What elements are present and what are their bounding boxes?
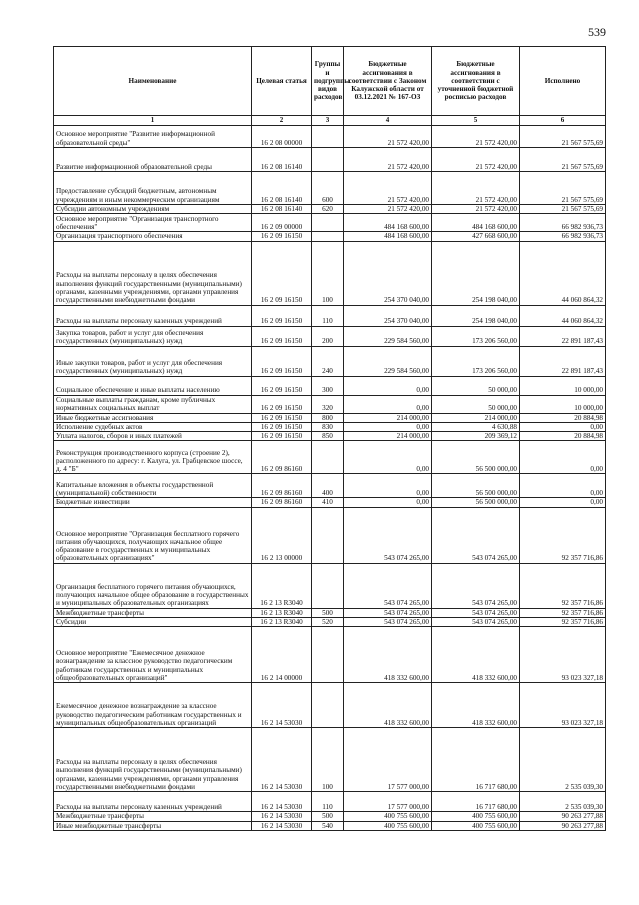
row-name: Организация бесплатного горячего питания обучающихся, получающих начальное общее образование в государственных и муниципальных образовательных организациях bbox=[54, 563, 252, 608]
budget-execution-table bbox=[53, 46, 606, 831]
column-number: 6 bbox=[520, 116, 606, 126]
row-target-article: 16 2 09 16150 bbox=[252, 432, 312, 441]
row-expense-group: 500 bbox=[312, 608, 344, 617]
row-target-article: 16 2 08 16140 bbox=[252, 148, 312, 172]
row-law-allocation: 17 577 000,00 bbox=[344, 792, 432, 812]
row-expense-group bbox=[312, 148, 344, 172]
row-refined-allocation: 543 074 265,00 bbox=[432, 608, 520, 617]
row-name: Субсидии bbox=[54, 617, 252, 626]
row-refined-allocation: 50 000,00 bbox=[432, 395, 520, 413]
row-name: Социальные выплаты гражданам, кроме публичных нормативных социальных выплат bbox=[54, 395, 252, 413]
table-row bbox=[54, 148, 606, 172]
row-name: Ежемесячное денежное вознаграждение за классное руководство педагогическим работникам государственных и муниципальных общеобразовательных организаций bbox=[54, 683, 252, 728]
row-expense-group: 300 bbox=[312, 376, 344, 395]
row-refined-allocation: 214 000,00 bbox=[432, 413, 520, 422]
row-refined-allocation: 254 198 040,00 bbox=[432, 241, 520, 305]
table-row bbox=[54, 205, 606, 214]
row-refined-allocation: 254 198 040,00 bbox=[432, 305, 520, 326]
row-name: Основное мероприятие "Ежемесячное денежное вознаграждение за классное руководство педагогическим работникам государственных и муниципальных общеобразовательных организаций" bbox=[54, 627, 252, 683]
table-row bbox=[54, 498, 606, 507]
row-executed: 44 060 864,32 bbox=[520, 241, 606, 305]
row-law-allocation: 0,00 bbox=[344, 498, 432, 507]
row-executed: 44 060 864,32 bbox=[520, 305, 606, 326]
row-executed: 20 884,98 bbox=[520, 413, 606, 422]
row-refined-allocation: 418 332 600,00 bbox=[432, 683, 520, 728]
row-law-allocation: 418 332 600,00 bbox=[344, 683, 432, 728]
row-law-allocation: 21 572 420,00 bbox=[344, 172, 432, 205]
row-name: Расходы на выплаты персоналу казенных учреждений bbox=[54, 305, 252, 326]
table-row bbox=[54, 326, 606, 346]
table-row bbox=[54, 346, 606, 376]
table-row bbox=[54, 821, 606, 830]
row-name: Развитие информационной образовательной среды bbox=[54, 148, 252, 172]
row-target-article: 16 2 09 16150 bbox=[252, 326, 312, 346]
row-expense-group: 410 bbox=[312, 498, 344, 507]
row-name: Иные бюджетные ассигнования bbox=[54, 413, 252, 422]
row-target-article: 16 2 09 86160 bbox=[252, 498, 312, 507]
row-name: Социальное обеспечение и иные выплаты населению bbox=[54, 376, 252, 395]
header-target-article: Целевая статья bbox=[252, 47, 312, 116]
row-expense-group bbox=[312, 126, 344, 148]
table-row bbox=[54, 683, 606, 728]
header-refined-allocations: Бюджетные ассигнования в соответствии с уточненной бюджетной росписью расходов bbox=[432, 47, 520, 116]
row-executed: 0,00 bbox=[520, 474, 606, 498]
table-row bbox=[54, 627, 606, 683]
row-refined-allocation: 16 717 680,00 bbox=[432, 792, 520, 812]
row-refined-allocation: 16 717 680,00 bbox=[432, 728, 520, 792]
row-law-allocation: 254 370 040,00 bbox=[344, 305, 432, 326]
row-refined-allocation: 56 500 000,00 bbox=[432, 498, 520, 507]
table-row bbox=[54, 441, 606, 474]
row-law-allocation: 543 074 265,00 bbox=[344, 617, 432, 626]
row-target-article: 16 2 08 16140 bbox=[252, 172, 312, 205]
row-refined-allocation: 56 500 000,00 bbox=[432, 441, 520, 474]
row-refined-allocation: 543 074 265,00 bbox=[432, 563, 520, 608]
row-refined-allocation: 56 500 000,00 bbox=[432, 474, 520, 498]
table-row bbox=[54, 563, 606, 608]
row-name: Межбюджетные трансферты bbox=[54, 812, 252, 821]
row-executed: 10 000,00 bbox=[520, 376, 606, 395]
row-expense-group bbox=[312, 507, 344, 563]
page-number: 539 bbox=[588, 25, 606, 39]
row-law-allocation: 229 584 560,00 bbox=[344, 346, 432, 376]
row-target-article: 16 2 14 00000 bbox=[252, 627, 312, 683]
row-law-allocation: 0,00 bbox=[344, 441, 432, 474]
row-refined-allocation: 21 572 420,00 bbox=[432, 148, 520, 172]
row-executed: 22 891 187,43 bbox=[520, 326, 606, 346]
header-law-allocations: Бюджетные ассигнования в соответствии с Законом Калужской области от 03.12.2021 № 167-ОЗ bbox=[344, 47, 432, 116]
row-target-article: 16 2 09 16150 bbox=[252, 232, 312, 241]
header-expense-group: Группы и подгруппы видов расходов bbox=[312, 47, 344, 116]
table-row bbox=[54, 474, 606, 498]
row-target-article: 16 2 09 86160 bbox=[252, 474, 312, 498]
row-executed: 2 535 039,30 bbox=[520, 728, 606, 792]
column-number: 2 bbox=[252, 116, 312, 126]
header-row bbox=[54, 47, 606, 116]
row-name: Бюджетные инвестиции bbox=[54, 498, 252, 507]
row-law-allocation: 21 572 420,00 bbox=[344, 126, 432, 148]
row-expense-group: 540 bbox=[312, 821, 344, 830]
row-name: Субсидии автономным учреждениям bbox=[54, 205, 252, 214]
row-expense-group bbox=[312, 232, 344, 241]
row-executed: 92 357 716,86 bbox=[520, 563, 606, 608]
table-row bbox=[54, 241, 606, 305]
table-row bbox=[54, 507, 606, 563]
row-law-allocation: 0,00 bbox=[344, 395, 432, 413]
table-row bbox=[54, 172, 606, 205]
row-name: Межбюджетные трансферты bbox=[54, 608, 252, 617]
row-expense-group: 100 bbox=[312, 728, 344, 792]
row-target-article: 16 2 09 16150 bbox=[252, 305, 312, 326]
row-name: Основное мероприятие "Организация транспортного обеспечения" bbox=[54, 214, 252, 232]
row-law-allocation: 0,00 bbox=[344, 422, 432, 431]
row-executed: 66 982 936,73 bbox=[520, 232, 606, 241]
table-row bbox=[54, 792, 606, 812]
column-number: 3 bbox=[312, 116, 344, 126]
row-executed: 66 982 936,73 bbox=[520, 214, 606, 232]
row-law-allocation: 400 755 600,00 bbox=[344, 821, 432, 830]
row-executed: 90 263 277,88 bbox=[520, 821, 606, 830]
row-name: Основное мероприятие "Развитие информационной образовательной среды" bbox=[54, 126, 252, 148]
row-target-article: 16 2 09 16150 bbox=[252, 413, 312, 422]
row-expense-group: 320 bbox=[312, 395, 344, 413]
row-law-allocation: 21 572 420,00 bbox=[344, 148, 432, 172]
row-target-article: 16 2 14 53030 bbox=[252, 683, 312, 728]
row-refined-allocation: 4 630,88 bbox=[432, 422, 520, 431]
row-refined-allocation: 50 000,00 bbox=[432, 376, 520, 395]
row-refined-allocation: 418 332 600,00 bbox=[432, 627, 520, 683]
row-law-allocation: 254 370 040,00 bbox=[344, 241, 432, 305]
row-name: Организация транспортного обеспечения bbox=[54, 232, 252, 241]
row-refined-allocation: 173 206 560,00 bbox=[432, 346, 520, 376]
row-name: Исполнение судебных актов bbox=[54, 422, 252, 431]
row-refined-allocation: 21 572 420,00 bbox=[432, 126, 520, 148]
table-row bbox=[54, 376, 606, 395]
row-expense-group: 830 bbox=[312, 422, 344, 431]
row-name: Предоставление субсидий бюджетным, автономным учреждениям и иным некоммерческим организациям bbox=[54, 172, 252, 205]
row-law-allocation: 543 074 265,00 bbox=[344, 563, 432, 608]
row-refined-allocation: 400 755 600,00 bbox=[432, 812, 520, 821]
row-executed: 2 535 039,30 bbox=[520, 792, 606, 812]
row-law-allocation: 543 074 265,00 bbox=[344, 507, 432, 563]
row-refined-allocation: 427 668 600,00 bbox=[432, 232, 520, 241]
row-law-allocation: 17 577 000,00 bbox=[344, 728, 432, 792]
row-refined-allocation: 21 572 420,00 bbox=[432, 172, 520, 205]
table-row bbox=[54, 413, 606, 422]
row-target-article: 16 2 09 00000 bbox=[252, 214, 312, 232]
table-row bbox=[54, 728, 606, 792]
table-row bbox=[54, 305, 606, 326]
column-number: 5 bbox=[432, 116, 520, 126]
row-target-article: 16 2 13 R3040 bbox=[252, 563, 312, 608]
row-target-article: 16 2 09 16150 bbox=[252, 395, 312, 413]
row-target-article: 16 2 13 R3040 bbox=[252, 617, 312, 626]
row-name: Расходы на выплаты персоналу в целях обеспечения выполнения функций государственными (муниципальными) органами, казенными учреждениями, органами управления государственными внебюджетными фондами bbox=[54, 241, 252, 305]
row-refined-allocation: 209 369,12 bbox=[432, 432, 520, 441]
row-executed: 21 567 575,69 bbox=[520, 172, 606, 205]
row-target-article: 16 2 13 R3040 bbox=[252, 608, 312, 617]
row-target-article: 16 2 09 86160 bbox=[252, 441, 312, 474]
row-executed: 21 567 575,69 bbox=[520, 205, 606, 214]
row-expense-group: 200 bbox=[312, 326, 344, 346]
row-refined-allocation: 543 074 265,00 bbox=[432, 617, 520, 626]
row-target-article: 16 2 14 53030 bbox=[252, 728, 312, 792]
row-target-article: 16 2 09 16150 bbox=[252, 346, 312, 376]
row-law-allocation: 214 000,00 bbox=[344, 413, 432, 422]
row-executed: 90 263 277,88 bbox=[520, 812, 606, 821]
row-target-article: 16 2 09 16150 bbox=[252, 376, 312, 395]
row-law-allocation: 0,00 bbox=[344, 474, 432, 498]
row-refined-allocation: 543 074 265,00 bbox=[432, 507, 520, 563]
column-number-row bbox=[54, 116, 606, 126]
row-law-allocation: 229 584 560,00 bbox=[344, 326, 432, 346]
table-row bbox=[54, 126, 606, 148]
row-target-article: 16 2 08 00000 bbox=[252, 126, 312, 148]
row-name: Капитальные вложения в объекты государственной (муниципальной) собственности bbox=[54, 474, 252, 498]
row-name: Иные закупки товаров, работ и услуг для обеспечения государственных (муниципальных) нужд bbox=[54, 346, 252, 376]
table-row bbox=[54, 214, 606, 232]
row-target-article: 16 2 09 16150 bbox=[252, 241, 312, 305]
row-law-allocation: 543 074 265,00 bbox=[344, 608, 432, 617]
row-expense-group bbox=[312, 683, 344, 728]
table-row bbox=[54, 395, 606, 413]
header-name: Наименование bbox=[54, 47, 252, 116]
row-refined-allocation: 173 206 560,00 bbox=[432, 326, 520, 346]
row-name: Основное мероприятие "Организация бесплатного горячего питания обучающихся, получающих начальное общее образование в государственных и муниципальных образовательных организациях" bbox=[54, 507, 252, 563]
row-target-article: 16 2 08 16140 bbox=[252, 205, 312, 214]
table-row bbox=[54, 812, 606, 821]
row-expense-group: 620 bbox=[312, 205, 344, 214]
row-law-allocation: 214 000,00 bbox=[344, 432, 432, 441]
row-expense-group: 600 bbox=[312, 172, 344, 205]
row-executed: 20 884,98 bbox=[520, 432, 606, 441]
row-target-article: 16 2 14 53030 bbox=[252, 812, 312, 821]
row-name: Реконструкция производственного корпуса (строение 2), расположенного по адресу: г. Калуга, ул. Грабцевское шоссе, д. 4 "Б" bbox=[54, 441, 252, 474]
row-law-allocation: 400 755 600,00 bbox=[344, 812, 432, 821]
row-expense-group: 110 bbox=[312, 792, 344, 812]
row-law-allocation: 0,00 bbox=[344, 376, 432, 395]
row-target-article: 16 2 14 53030 bbox=[252, 792, 312, 812]
row-executed: 21 567 575,69 bbox=[520, 148, 606, 172]
row-executed: 93 023 327,18 bbox=[520, 627, 606, 683]
table-row bbox=[54, 617, 606, 626]
row-name: Иные межбюджетные трансферты bbox=[54, 821, 252, 830]
row-refined-allocation: 484 168 600,00 bbox=[432, 214, 520, 232]
table-body bbox=[54, 126, 606, 831]
row-expense-group: 850 bbox=[312, 432, 344, 441]
row-target-article: 16 2 13 00000 bbox=[252, 507, 312, 563]
row-expense-group: 400 bbox=[312, 474, 344, 498]
row-executed: 21 567 575,69 bbox=[520, 126, 606, 148]
row-executed: 92 357 716,86 bbox=[520, 507, 606, 563]
table-row bbox=[54, 608, 606, 617]
row-expense-group bbox=[312, 441, 344, 474]
column-number: 4 bbox=[344, 116, 432, 126]
column-number: 1 bbox=[54, 116, 252, 126]
row-executed: 92 357 716,86 bbox=[520, 608, 606, 617]
row-executed: 92 357 716,86 bbox=[520, 617, 606, 626]
row-expense-group: 240 bbox=[312, 346, 344, 376]
row-expense-group bbox=[312, 214, 344, 232]
row-target-article: 16 2 09 16150 bbox=[252, 422, 312, 431]
row-expense-group: 520 bbox=[312, 617, 344, 626]
row-refined-allocation: 21 572 420,00 bbox=[432, 205, 520, 214]
row-executed: 22 891 187,43 bbox=[520, 346, 606, 376]
table-row bbox=[54, 422, 606, 431]
row-name: Расходы на выплаты персоналу казенных учреждений bbox=[54, 792, 252, 812]
row-expense-group: 100 bbox=[312, 241, 344, 305]
row-executed: 93 023 327,18 bbox=[520, 683, 606, 728]
row-expense-group bbox=[312, 627, 344, 683]
row-expense-group bbox=[312, 563, 344, 608]
row-expense-group: 500 bbox=[312, 812, 344, 821]
row-law-allocation: 418 332 600,00 bbox=[344, 627, 432, 683]
row-name: Уплата налогов, сборов и иных платежей bbox=[54, 432, 252, 441]
row-target-article: 16 2 14 53030 bbox=[252, 821, 312, 830]
row-name: Закупка товаров, работ и услуг для обеспечения государственных (муниципальных) нужд bbox=[54, 326, 252, 346]
row-law-allocation: 484 168 600,00 bbox=[344, 232, 432, 241]
table-row bbox=[54, 432, 606, 441]
table-row bbox=[54, 232, 606, 241]
row-law-allocation: 484 168 600,00 bbox=[344, 214, 432, 232]
row-expense-group: 800 bbox=[312, 413, 344, 422]
row-executed: 0,00 bbox=[520, 422, 606, 431]
row-law-allocation: 21 572 420,00 bbox=[344, 205, 432, 214]
row-expense-group: 110 bbox=[312, 305, 344, 326]
row-executed: 0,00 bbox=[520, 441, 606, 474]
row-executed: 10 000,00 bbox=[520, 395, 606, 413]
row-executed: 0,00 bbox=[520, 498, 606, 507]
row-refined-allocation: 400 755 600,00 bbox=[432, 821, 520, 830]
header-executed: Исполнено bbox=[520, 47, 606, 116]
row-name: Расходы на выплаты персоналу в целях обеспечения выполнения функций государственными (муниципальными) органами, казенными учреждениями, органами управления государственными внебюджетными фондами bbox=[54, 728, 252, 792]
